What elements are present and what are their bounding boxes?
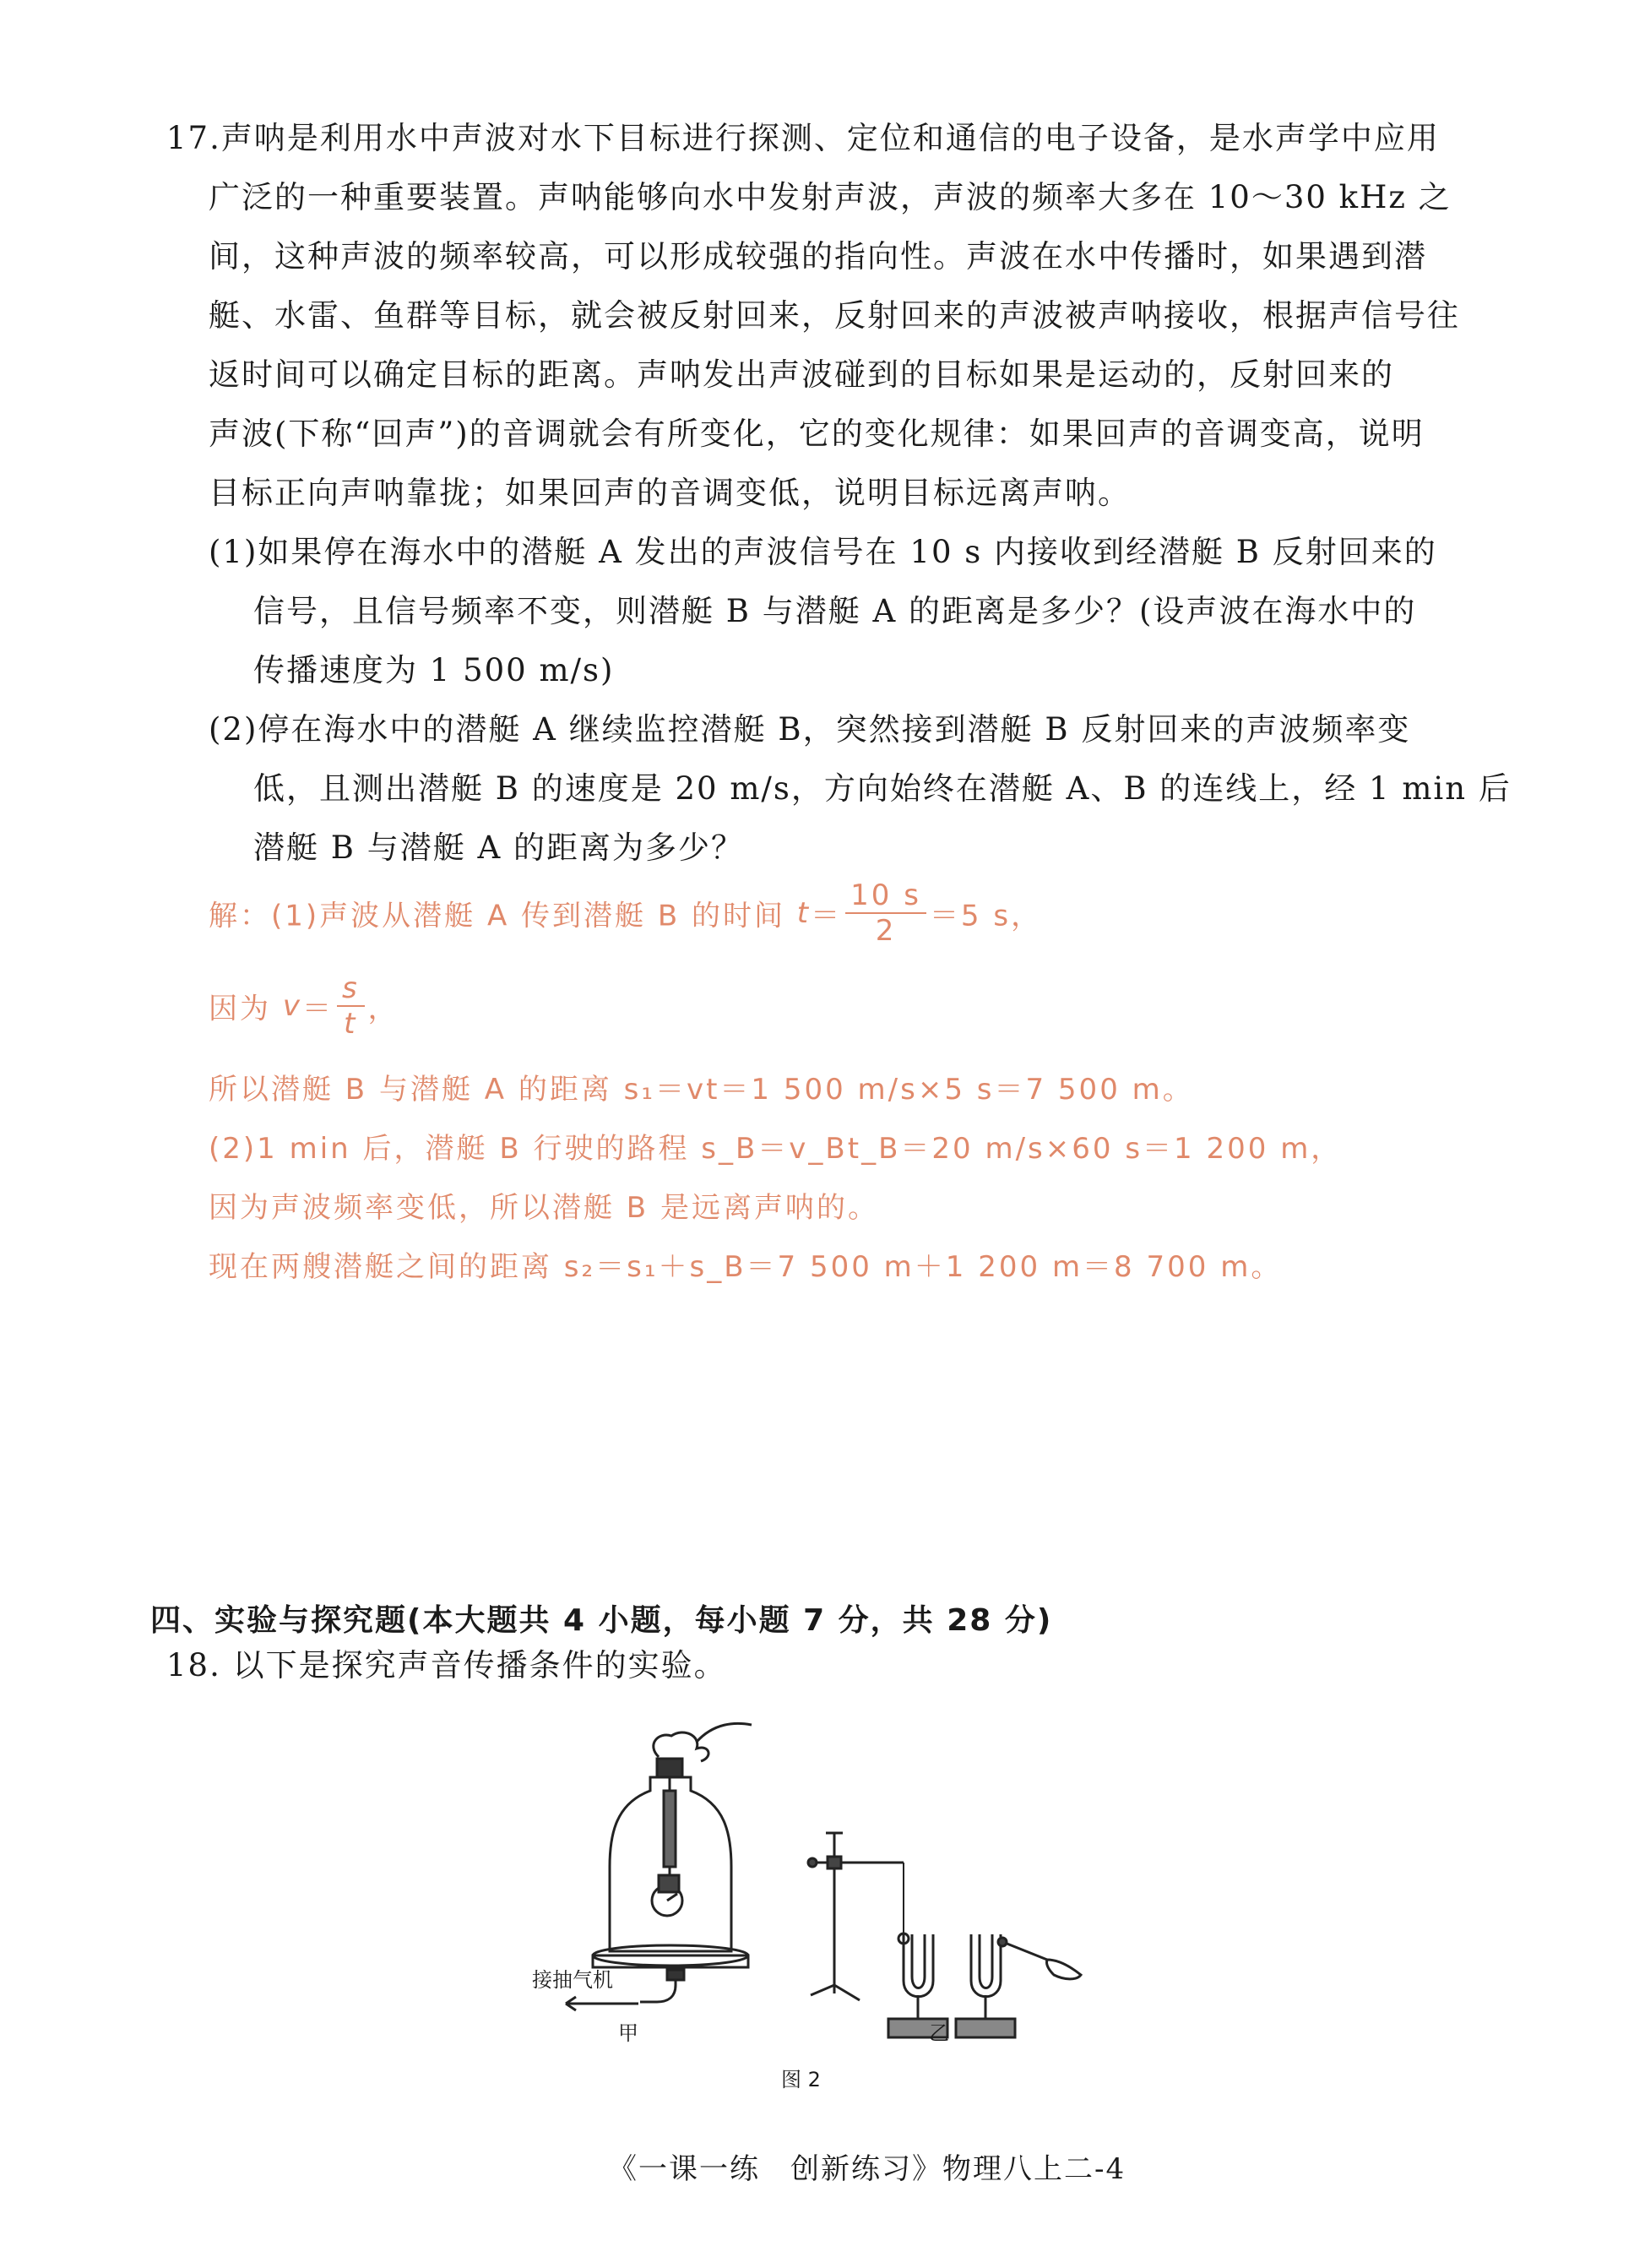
q17-line-5: 返时间可以确定目标的距离。声呐发出声波碰到的目标如果是运动的，反射回来的 xyxy=(209,356,1394,393)
section-4-title: 四、实验与探究题(本大题共 4 小题，每小题 7 分，共 28 分) xyxy=(150,1603,1053,1638)
q17-sub1-line-3: 传播速度为 1 500 m/s) xyxy=(253,652,615,688)
answer-1-numerator: 10 s xyxy=(845,878,926,914)
page-footer: 《一课一练 创新练习》物理八上二-4 xyxy=(608,2152,1126,2186)
tuning-fork-apparatus xyxy=(808,1833,1081,2037)
answer-1-prefix: 解：(1)声波从潜艇 A 传到潜艇 B 的时间 xyxy=(209,899,797,933)
q17-line-1: 17.声呐是利用水中声波对水下目标进行探测、定位和通信的电子设备，是水声学中应用 xyxy=(166,120,1440,156)
answer-1-suffix: ＝5 s， xyxy=(929,899,1043,933)
answer-line-1 xyxy=(209,878,1042,948)
q17-sub1-line-2: 信号，且信号频率不变，则潜艇 B 与潜艇 A 的距离是多少？(设声波在海水中的 xyxy=(253,593,1417,629)
q17-sub2-line-3: 潜艇 B 与潜艇 A 的距离为多少？ xyxy=(253,829,744,866)
q17-line-2: 广泛的一种重要装置。声呐能够向水中发射声波，声波的频率大多在 10～30 kHz 之 xyxy=(209,179,1452,215)
label-jia: 甲 xyxy=(618,2021,638,2045)
pump-label: 接抽气机 xyxy=(532,1968,613,1992)
answer-1-var-t: t xyxy=(796,896,812,930)
figure-2 xyxy=(532,1706,1106,2061)
label-yi: 乙 xyxy=(929,2021,949,2045)
figure-caption: 图 2 xyxy=(781,2068,821,2091)
figure-2-illustration xyxy=(532,1706,1106,2061)
answer-2-suffix: ， xyxy=(367,992,399,1026)
q17-sub1-line-1: (1)如果停在海水中的潜艇 A 发出的声波信号在 10 s 内接收到经潜艇 B 反射回来的 xyxy=(209,534,1437,570)
q17-line-3: 间，这种声波的频率较高，可以形成较强的指向性。声波在水中传播时，如果遇到潜 xyxy=(209,238,1427,275)
answer-2-equals: ＝ xyxy=(301,992,334,1026)
answer-2-fraction xyxy=(337,971,365,1041)
answer-line-4: (2)1 min 后，潜艇 B 行驶的路程 s_B＝v_Bt_B＝20 m/s×60 s＝1 200 m， xyxy=(209,1132,1343,1166)
answer-1-equals: ＝ xyxy=(811,899,843,933)
q17-line-7: 目标正向声呐靠拢；如果回声的音调变低，说明目标远离声呐。 xyxy=(209,475,1131,511)
question-18-text: 18. 以下是探究声音传播条件的实验。 xyxy=(166,1647,727,1683)
q17-line-4: 艇、水雷、鱼群等目标，就会被反射回来，反射回来的声波被声呐接收，根据声信号往 xyxy=(209,297,1460,334)
answer-2-var-v: v xyxy=(282,989,302,1023)
q17-sub2-line-2: 低，且测出潜艇 B 的速度是 20 m/s，方向始终在潜艇 A、B 的连线上，经 1 min 后 xyxy=(253,770,1512,807)
q17-line-6: 声波(下称“回声”)的音调就会有所变化，它的变化规律：如果回声的音调变高，说明 xyxy=(209,416,1425,452)
answer-2-denominator: t xyxy=(344,1007,358,1041)
answer-2-numerator: s xyxy=(337,971,365,1007)
answer-1-denominator: 2 xyxy=(875,914,897,948)
answer-1-fraction xyxy=(845,878,926,948)
answer-2-prefix: 因为 xyxy=(209,992,283,1026)
answer-line-6: 现在两艘潜艇之间的距离 s₂＝s₁＋s_B＝7 500 m＋1 200 m＝8 700 m。 xyxy=(209,1250,1283,1284)
answer-line-3: 所以潜艇 B 与潜艇 A 的距离 s₁＝vt＝1 500 m/s×5 s＝7 500 m。 xyxy=(209,1073,1194,1107)
answer-line-5: 因为声波频率变低，所以潜艇 B 是远离声呐的。 xyxy=(209,1191,879,1225)
q17-sub2-line-1: (2)停在海水中的潜艇 A 继续监控潜艇 B，突然接到潜艇 B 反射回来的声波频率变 xyxy=(209,711,1411,748)
answer-line-2 xyxy=(209,971,399,1041)
